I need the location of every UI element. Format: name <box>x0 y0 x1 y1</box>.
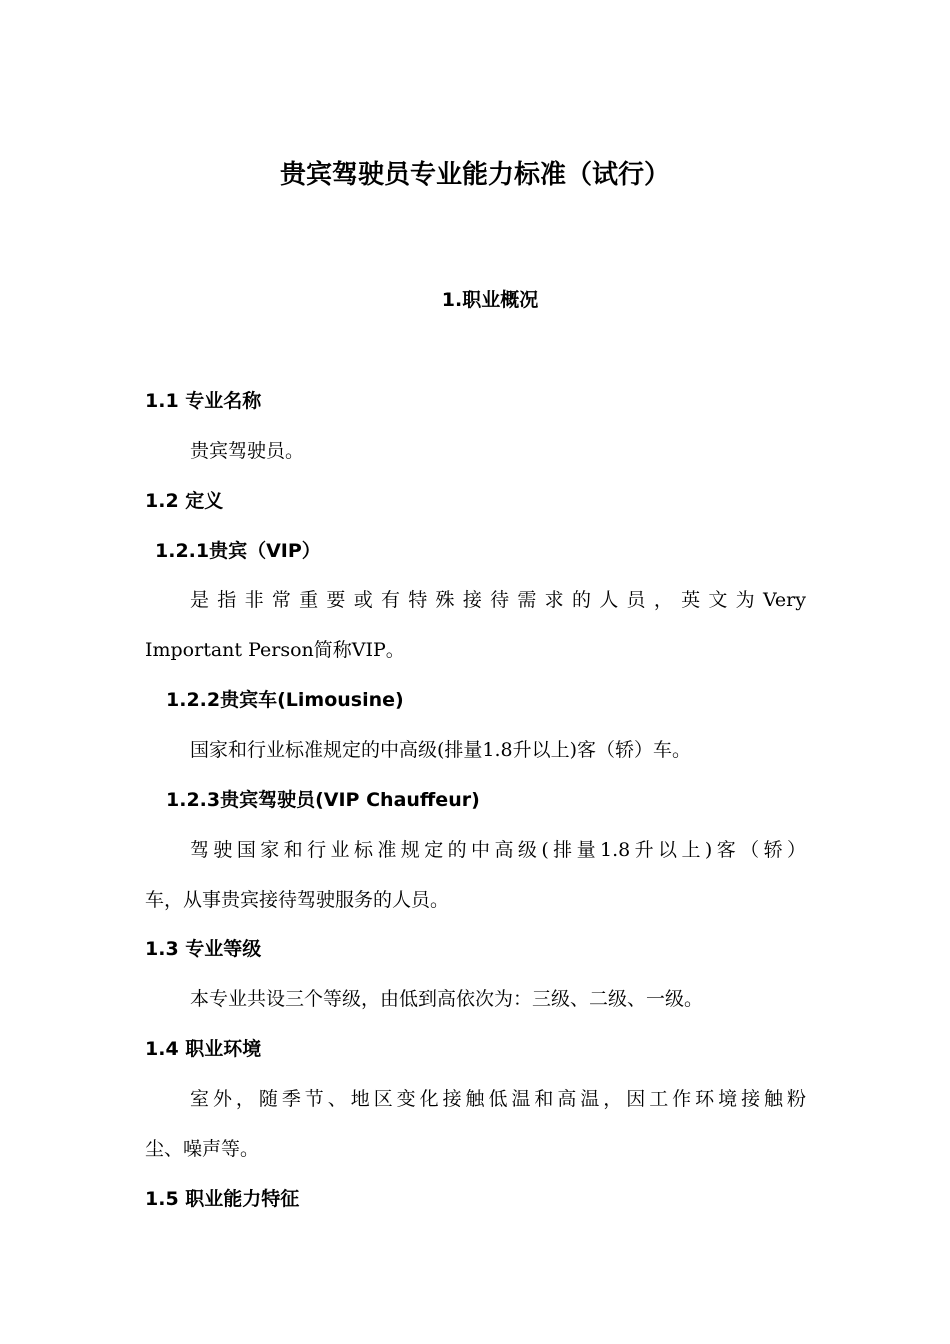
subsection-heading-1-2-3: 1.2.3贵宾驾驶员(VIP Chauffeur) <box>166 789 480 811</box>
paragraph-1-2-3-line-2: 车，从事贵宾接待驾驶服务的人员。 <box>145 889 450 911</box>
subsection-heading-1-2-1: 1.2.1贵宾（VIP） <box>155 540 321 562</box>
section-heading-1-5: 1.5 职业能力特征 <box>145 1188 300 1210</box>
section-heading-1-3: 1.3 专业等级 <box>145 938 262 960</box>
section-heading-1-2: 1.2 定义 <box>145 490 224 512</box>
paragraph-1-2-3-line-1: 驾驶国家和行业标准规定的中高级(排量1.8升以上)客（轿） <box>190 839 806 861</box>
paragraph-1-3: 本专业共设三个等级，由低到高依次为：三级、二级、一级。 <box>190 988 704 1010</box>
paragraph-1-4-line-1: 室外，随季节、地区变化接触低温和高温，因工作环境接触粉 <box>190 1088 806 1110</box>
paragraph-1-4-line-2: 尘、噪声等。 <box>145 1138 260 1160</box>
section-heading-1-4: 1.4 职业环境 <box>145 1038 262 1060</box>
paragraph-1-1: 贵宾驾驶员。 <box>190 440 305 462</box>
section-heading-1-1: 1.1 专业名称 <box>145 390 262 412</box>
paragraph-1-2-1-line-2: Important Person简称VIP。 <box>145 639 405 661</box>
chapter-heading: 1.职业概况 <box>441 289 539 311</box>
paragraph-1-2-1-line-1: 是指非常重要或有特殊接待需求的人员，英文为Very <box>190 589 806 611</box>
paragraph-1-2-2: 国家和行业标准规定的中高级(排量1.8升以上)客（轿）车。 <box>190 739 692 761</box>
document-title: 贵宾驾驶员专业能力标准（试行） <box>279 160 670 190</box>
subsection-heading-1-2-2: 1.2.2贵宾车(Limousine) <box>166 689 404 711</box>
